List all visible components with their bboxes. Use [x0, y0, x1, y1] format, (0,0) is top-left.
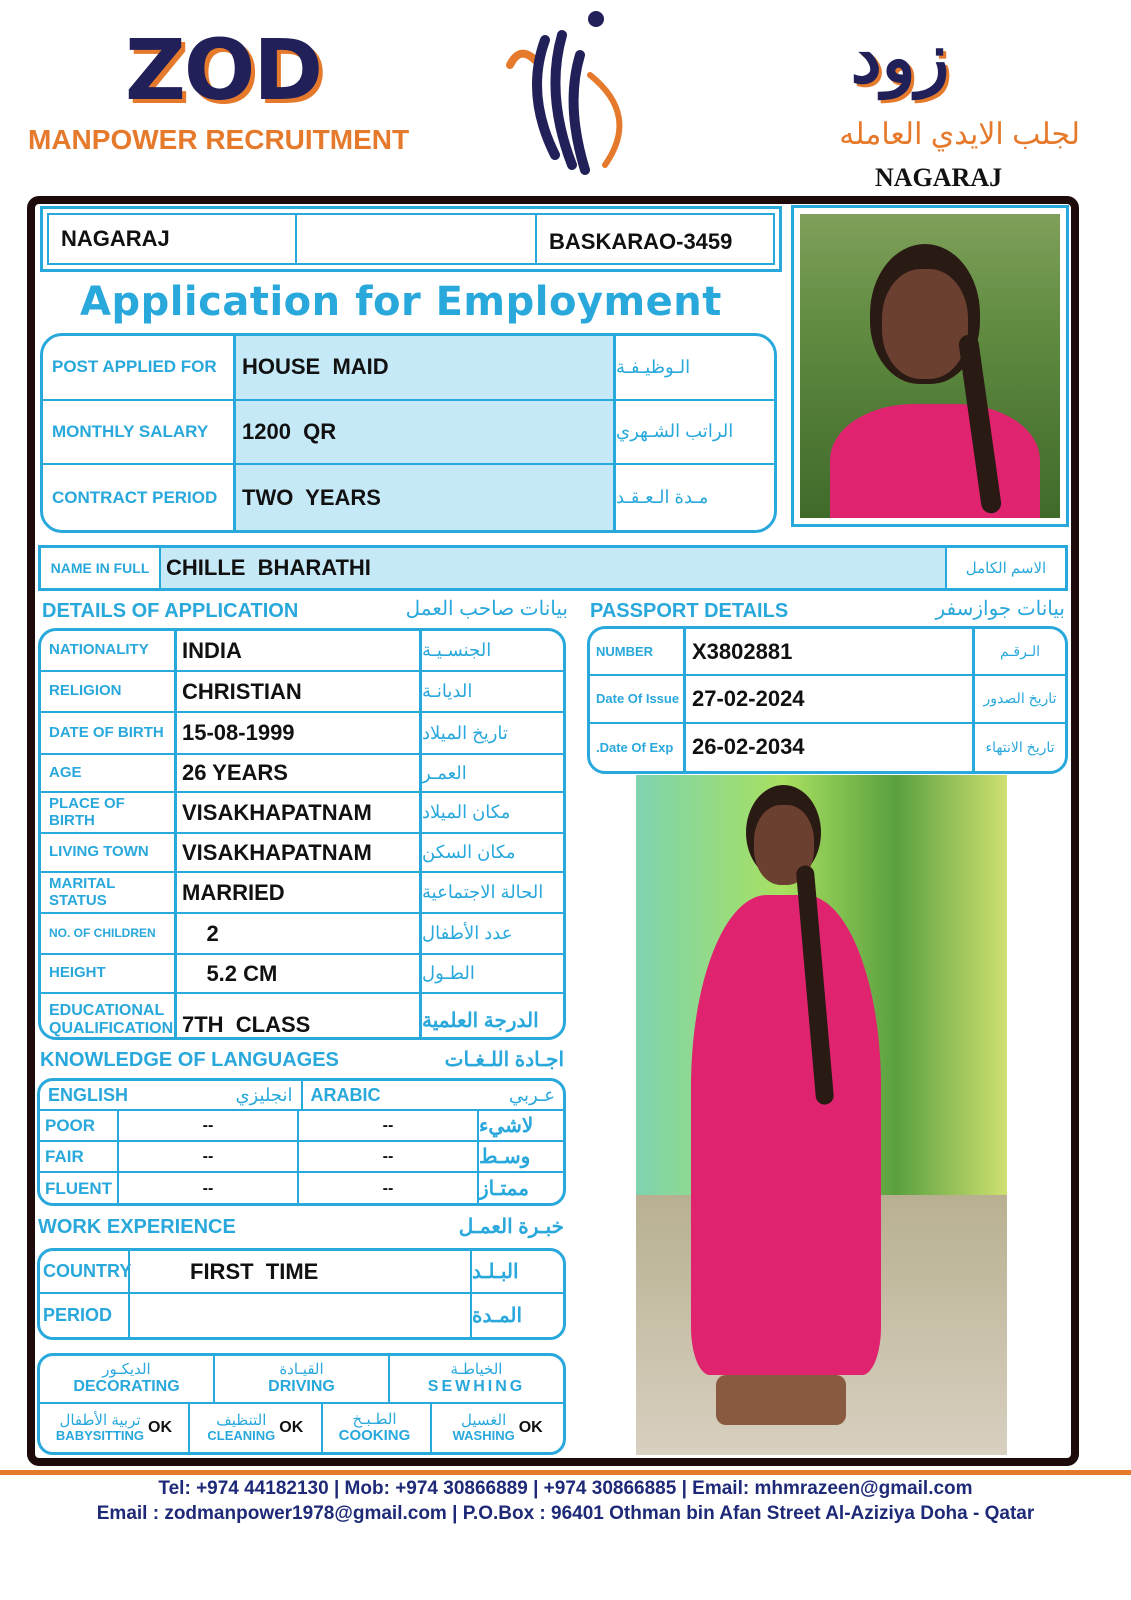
- work-row: [40, 1294, 563, 1337]
- work-value: [130, 1294, 472, 1337]
- footer-contact-line: Tel: +974 44182130 | Mob: +974 30866889 | +974 30866885 | Email: mhmrazeen@gmail.com: [158, 1478, 973, 1499]
- passport-row: [590, 724, 1065, 771]
- arabic-arabic-label: عـربي: [509, 1084, 555, 1105]
- skill-text: [339, 1412, 411, 1445]
- passport-value: 26-02-2034: [686, 724, 975, 771]
- skill-decorating: [40, 1356, 215, 1402]
- contract-row: [43, 465, 774, 530]
- language-row: [40, 1142, 563, 1173]
- brand-logo-text: ZOD: [125, 21, 322, 119]
- skill-label: SEWHING: [427, 1378, 526, 1396]
- work-label: PERIOD: [40, 1294, 130, 1337]
- skill-text: [453, 1413, 515, 1444]
- detail-arabic: عدد الأطفال: [422, 923, 513, 943]
- work-table: [37, 1248, 566, 1340]
- passport-table: [587, 626, 1068, 774]
- skills-row: [40, 1404, 563, 1452]
- brand-arabic-logo: زود: [850, 19, 950, 97]
- detail-value: VISAKHAPATNAM: [177, 834, 422, 871]
- salary-arabic: الراتب الشـهري: [616, 421, 734, 442]
- detail-row: [41, 834, 563, 873]
- english-arabic-label: انجليزي: [235, 1084, 293, 1105]
- detail-label: MARITAL STATUS: [41, 873, 177, 912]
- post-arabic: الـوظيـفـة: [616, 356, 691, 377]
- passport-label: NUMBER: [590, 629, 686, 674]
- skill-babysitting: [40, 1404, 190, 1452]
- name-full-arabic: الاسم الكامل: [965, 560, 1047, 577]
- detail-value: 26 YEARS: [177, 755, 422, 791]
- detail-label: LIVING TOWN: [41, 834, 177, 871]
- detail-arabic: العمـر: [422, 762, 467, 783]
- skill-label: DRIVING: [268, 1378, 335, 1396]
- detail-row: [41, 713, 563, 755]
- passport-arabic: تاريخ الصدور: [983, 690, 1057, 707]
- post-row: [43, 336, 774, 401]
- skill-ok-mark: OK: [279, 1419, 304, 1437]
- brand-subtitle: MANPOWER RECRUITMENT: [28, 124, 410, 155]
- detail-label: NO. OF CHILDREN: [41, 914, 177, 953]
- arabic-level-value: --: [299, 1173, 479, 1204]
- skill-driving: [215, 1356, 390, 1402]
- language-level-arabic: وسـط: [479, 1146, 531, 1168]
- language-level: FLUENT: [40, 1173, 119, 1204]
- id-middle: [297, 215, 537, 263]
- skill-ok-mark: OK: [518, 1419, 543, 1437]
- language-level-arabic: لاشيء: [479, 1115, 534, 1137]
- english-level-value: --: [119, 1142, 299, 1171]
- post-value: HOUSE MAID: [236, 336, 616, 399]
- detail-value: 2: [177, 914, 422, 953]
- detail-row: [41, 914, 563, 955]
- skill-arabic: الديكـور: [102, 1360, 151, 1378]
- skill-washing: [432, 1404, 563, 1452]
- id-agent: NAGARAJ: [49, 215, 297, 263]
- skills-row: [40, 1356, 563, 1404]
- skill-ok-mark: OK: [148, 1419, 173, 1437]
- english-level-value: --: [119, 1173, 299, 1204]
- detail-value: 7TH CLASS: [177, 994, 422, 1040]
- name-full-label: NAME IN FULL: [41, 548, 161, 588]
- work-heading-arabic: خبـرة العمـل: [458, 1216, 564, 1238]
- detail-row: [41, 672, 563, 713]
- detail-value: 5.2 CM: [177, 955, 422, 992]
- skill-label: BABYSITTING: [55, 1428, 145, 1444]
- footer-address-line: Email : zodmanpower1978@gmail.com | P.O.Box : 96401 Othman bin Afan Street Al-Aziziya Doha - Qatar: [96, 1503, 1035, 1524]
- contract-label: CONTRACT PERIOD: [43, 465, 236, 530]
- work-value: FIRST TIME: [130, 1251, 472, 1292]
- agent-name-header: NAGARAJ: [875, 163, 1003, 192]
- detail-arabic: مكان السكن: [422, 842, 516, 862]
- skills-table: [37, 1353, 566, 1455]
- detail-row: [41, 793, 563, 834]
- skill-sewing: [390, 1356, 563, 1402]
- skill-label: WASHING: [452, 1428, 515, 1444]
- contract-value: TWO YEARS: [236, 465, 616, 530]
- language-row: [40, 1173, 563, 1204]
- detail-label: EDUCATIONAL QUALIFICATION: [41, 994, 177, 1040]
- detail-arabic: الديانـة: [422, 681, 473, 701]
- work-arabic: المـدة: [472, 1305, 523, 1327]
- post-label: POST APPLIED FOR: [43, 336, 236, 399]
- arabic-level-value: --: [299, 1111, 479, 1140]
- id-box: [40, 206, 782, 272]
- details-heading-arabic: بيانات صاحب العمل: [405, 598, 568, 620]
- passport-value: X3802881: [686, 629, 975, 674]
- passport-row: [590, 676, 1065, 723]
- detail-arabic: الدرجة العلمية: [422, 1009, 539, 1032]
- detail-label: NATIONALITY: [41, 631, 177, 670]
- detail-row: [41, 873, 563, 914]
- applicant-portrait-photo: [791, 205, 1069, 527]
- work-label: COUNTRY: [40, 1251, 130, 1292]
- passport-arabic: تاريخ الانتهاء: [985, 738, 1055, 755]
- contract-arabic: مـدة الـعـقـد: [616, 487, 709, 508]
- languages-heading-arabic: اجـادة اللـغـات: [444, 1049, 564, 1071]
- passport-row: [590, 629, 1065, 676]
- arabic-label: ARABIC: [310, 1084, 381, 1105]
- detail-value: INDIA: [177, 631, 422, 670]
- languages-table: [37, 1078, 566, 1206]
- work-arabic: البـلـد: [472, 1261, 519, 1283]
- detail-arabic: الطـول: [422, 963, 475, 983]
- detail-value: VISAKHAPATNAM: [177, 793, 422, 832]
- post-table: [40, 333, 777, 533]
- applicant-full-body-photo: [636, 775, 1007, 1455]
- skill-cooking: [323, 1404, 433, 1452]
- detail-label: DATE OF BIRTH: [41, 713, 177, 753]
- detail-arabic: الجنسـيـة: [422, 640, 492, 660]
- detail-value: MARRIED: [177, 873, 422, 912]
- skill-arabic: القيـادة: [279, 1360, 324, 1378]
- salary-value: 1200 QR: [236, 401, 616, 464]
- detail-arabic: الحالة الاجتماعية: [422, 882, 544, 902]
- detail-arabic: تاريخ الميلاد: [422, 722, 508, 743]
- skill-arabic: تربية الأطفال: [59, 1411, 141, 1429]
- brand-logo-icon: [500, 5, 640, 180]
- footer-divider: [0, 1470, 1131, 1475]
- page-title: Application for Employment: [80, 279, 722, 325]
- skill-arabic: التنظيف: [216, 1411, 267, 1429]
- detail-label: RELIGION: [41, 672, 177, 711]
- language-row: [40, 1111, 563, 1142]
- passport-arabic: الـرقـم: [999, 643, 1041, 660]
- detail-row: [41, 994, 563, 1040]
- detail-row: [41, 955, 563, 994]
- skill-arabic: الطـبـخ: [352, 1410, 397, 1428]
- language-level: FAIR: [40, 1142, 119, 1171]
- salary-row: [43, 401, 774, 466]
- skill-label: CLEANING: [207, 1428, 276, 1444]
- arabic-level-value: --: [299, 1142, 479, 1171]
- skill-label: COOKING: [338, 1427, 411, 1444]
- detail-arabic: مكان الميلاد: [422, 802, 511, 822]
- id-reference: BASKARAO-3459: [549, 229, 733, 254]
- work-heading: WORK EXPERIENCE: [38, 1216, 236, 1238]
- name-full-row: [38, 545, 1068, 591]
- passport-heading-arabic: بيانات جوازسفر: [935, 598, 1065, 620]
- skill-text: [56, 1413, 144, 1444]
- skill-text: [207, 1413, 275, 1444]
- skill-arabic: الغسيل: [461, 1411, 507, 1429]
- detail-label: HEIGHT: [41, 955, 177, 992]
- passport-label: Date Of Issue: [590, 676, 686, 721]
- work-row: [40, 1251, 563, 1294]
- english-level-value: --: [119, 1111, 299, 1140]
- languages-header-row: [40, 1081, 563, 1111]
- detail-value: 15-08-1999: [177, 713, 422, 753]
- passport-label: .Date Of Exp: [590, 724, 686, 771]
- brand-arabic-subtitle: لجلب الايدي العامله: [839, 118, 1080, 151]
- detail-row: [41, 755, 563, 793]
- skill-cleaning: [190, 1404, 323, 1452]
- passport-value: 27-02-2024: [686, 676, 975, 721]
- detail-value: CHRISTIAN: [177, 672, 422, 711]
- english-label: ENGLISH: [48, 1084, 129, 1105]
- details-table: [38, 628, 566, 1040]
- language-level-arabic: ممتـاز: [479, 1178, 529, 1200]
- skill-arabic: الخياطـة: [450, 1360, 503, 1378]
- detail-row: [41, 631, 563, 672]
- salary-label: MONTHLY SALARY: [43, 401, 236, 464]
- detail-label: PLACE OF BIRTH: [41, 793, 177, 832]
- english-column-header: [40, 1081, 303, 1109]
- skill-label: DECORATING: [73, 1378, 180, 1396]
- details-heading: DETAILS OF APPLICATION: [42, 600, 299, 622]
- passport-heading: PASSPORT DETAILS: [590, 600, 789, 622]
- language-level: POOR: [40, 1111, 119, 1140]
- languages-heading: KNOWLEDGE OF LANGUAGES: [40, 1049, 339, 1071]
- detail-label: AGE: [41, 755, 177, 791]
- arabic-column-header: [303, 1081, 564, 1109]
- name-full-value: CHILLE BHARATHI: [161, 548, 947, 588]
